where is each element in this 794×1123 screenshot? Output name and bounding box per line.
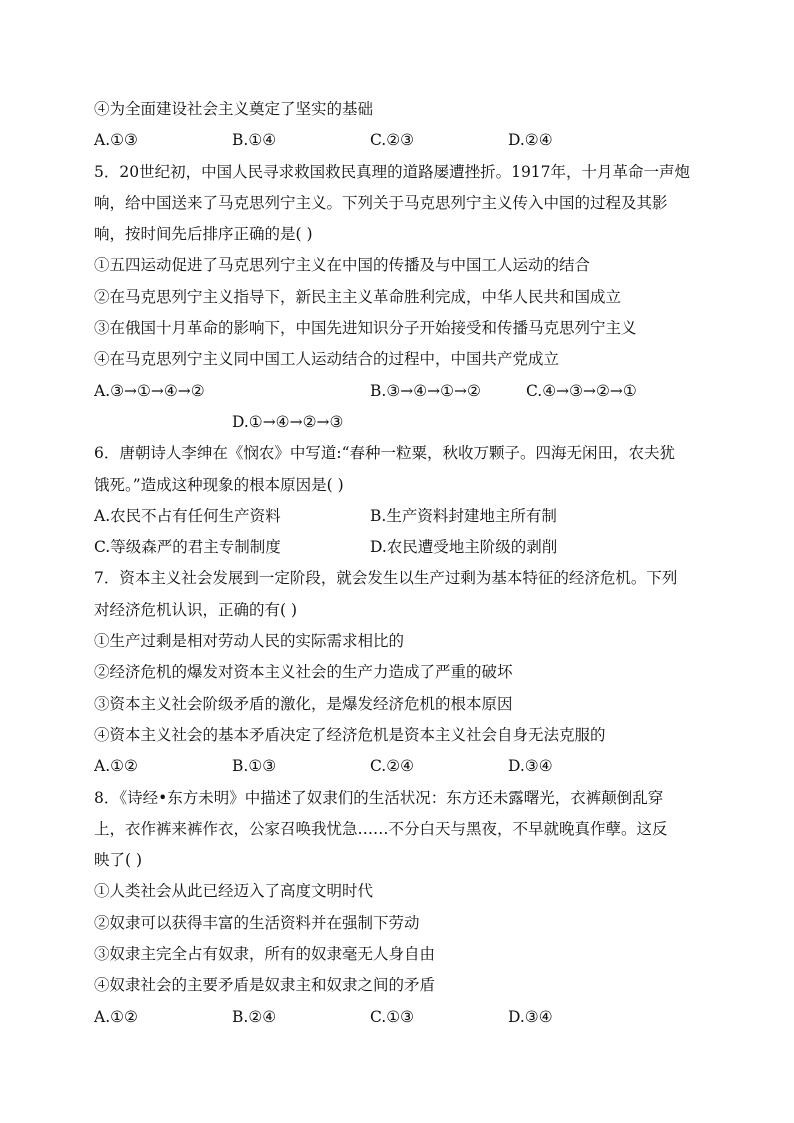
q7-statement-4: ④资本主义社会的基本矛盾决定了经济危机是资本主义社会自身无法克服的 xyxy=(94,725,606,744)
q6-option-a[interactable]: A.农民不占有任何生产资料 xyxy=(94,506,281,525)
q8-statement-3: ③奴隶主完全占有奴隶，所有的奴隶毫无人身自由 xyxy=(94,945,436,964)
q7-stem-line-2: 对经济危机认识，正确的有( ) xyxy=(94,600,298,619)
q5-stem-line-3: 响，按时间先后排序正确的是( ) xyxy=(94,225,313,244)
q5-options-row-2 xyxy=(94,407,704,438)
q8-stem-line-3: 映了( ) xyxy=(94,851,143,870)
q4-option-d[interactable]: D.②④ xyxy=(508,131,553,150)
q5-option-a[interactable]: A.③→①→④→② xyxy=(94,381,205,400)
q8-option-b[interactable]: B.②④ xyxy=(232,1007,277,1026)
q8-statement-4: ④奴隶社会的主要矛盾是奴隶主和奴隶之间的矛盾 xyxy=(94,976,436,995)
q8-stem-line-1: 8．《诗经•东方未明》中描述了奴隶们的生活状况：东方还未露曙光，衣裤颠倒乱穿 xyxy=(94,788,664,807)
q8-stem-line-2: 上，衣作裤来裤作衣，公家召唤我忧急……不分白天与黑夜，不早就晚真作孽。这反 xyxy=(94,819,668,838)
q7-statement-3: ③资本主义社会阶级矛盾的激化，是爆发经济危机的根本原因 xyxy=(94,694,513,713)
q7-option-c[interactable]: C.②④ xyxy=(370,757,415,776)
q4-option-c[interactable]: C.②③ xyxy=(370,131,415,150)
q6-options-row-2 xyxy=(94,532,704,563)
q6-options-row-1 xyxy=(94,501,704,532)
q7-stem-line-1: 7．资本主义社会发展到一定阶段，就会发生以生产过剩为基本特征的经济危机。下列 xyxy=(94,569,678,588)
q7-statement-2: ②经济危机的爆发对资本主义社会的生产力造成了严重的破坏 xyxy=(94,663,513,682)
q4-options xyxy=(94,125,704,156)
q6-option-b[interactable]: B.生产资料封建地主所有制 xyxy=(370,506,557,525)
q7-statement-1: ①生产过剩是相对劳动人民的实际需求相比的 xyxy=(94,632,405,651)
q5-option-d[interactable]: D.①→④→②→③ xyxy=(232,412,344,431)
q4-option-a[interactable]: A.①③ xyxy=(94,131,138,150)
q5-statement-4: ④在马克思列宁主义同中国工人运动结合的过程中，中国共产党成立 xyxy=(94,350,560,369)
q8-option-c[interactable]: C.①③ xyxy=(370,1007,415,1026)
q8-option-d[interactable]: D.③④ xyxy=(508,1007,553,1026)
q7-option-b[interactable]: B.①③ xyxy=(232,757,277,776)
q8-statement-2: ②奴隶可以获得丰富的生活资料并在强制下劳动 xyxy=(94,913,420,932)
q5-options-row-1 xyxy=(94,376,704,407)
q6-stem-line-1: 6．唐朝诗人李绅在《悯农》中写道:“春种一粒粟，秋收万颗子。四海无闲田，农夫犹 xyxy=(94,444,676,463)
q5-option-c[interactable]: C.④→③→②→① xyxy=(526,381,637,400)
q7-option-a[interactable]: A.①② xyxy=(94,757,138,776)
q4-option-b[interactable]: B.①④ xyxy=(232,131,277,150)
q4-statement-4: ④为全面建设社会主义奠定了坚实的基础 xyxy=(94,100,374,118)
q5-statement-3: ③在俄国十月革命的影响下，中国先进知识分子开始接受和传播马克思列宁主义 xyxy=(94,319,637,338)
q6-option-d[interactable]: D.农民遭受地主阶级的剥削 xyxy=(370,538,558,557)
q6-option-c[interactable]: C.等级森严的君主专制制度 xyxy=(94,538,281,557)
q5-statement-2: ②在马克思列宁主义指导下，新民主主义革命胜利完成，中华人民共和国成立 xyxy=(94,287,622,306)
q5-stem-line-2: 响，给中国送来了马克思列宁主义。下列关于马克思列宁主义传入中国的过程及其影 xyxy=(94,193,668,212)
q6-stem-line-2: 饿死。”造成这种现象的根本原因是( ) xyxy=(94,475,344,494)
q8-option-a[interactable]: A.①② xyxy=(94,1007,138,1026)
q5-option-b[interactable]: B.③→④→①→② xyxy=(370,381,481,400)
q8-statement-1: ①人类社会从此已经迈入了高度文明时代 xyxy=(94,882,374,901)
q7-options xyxy=(94,751,704,782)
q8-options xyxy=(94,1002,704,1033)
q5-statement-1: ①五四运动促进了马克思列宁主义在中国的传播及与中国工人运动的结合 xyxy=(94,256,591,275)
q5-stem-line-1: 5．20世纪初，中国人民寻求救国救民真理的道路屡遭挫折。1917年，十月革命一声炮 xyxy=(94,162,691,181)
q7-option-d[interactable]: D.③④ xyxy=(508,757,553,776)
